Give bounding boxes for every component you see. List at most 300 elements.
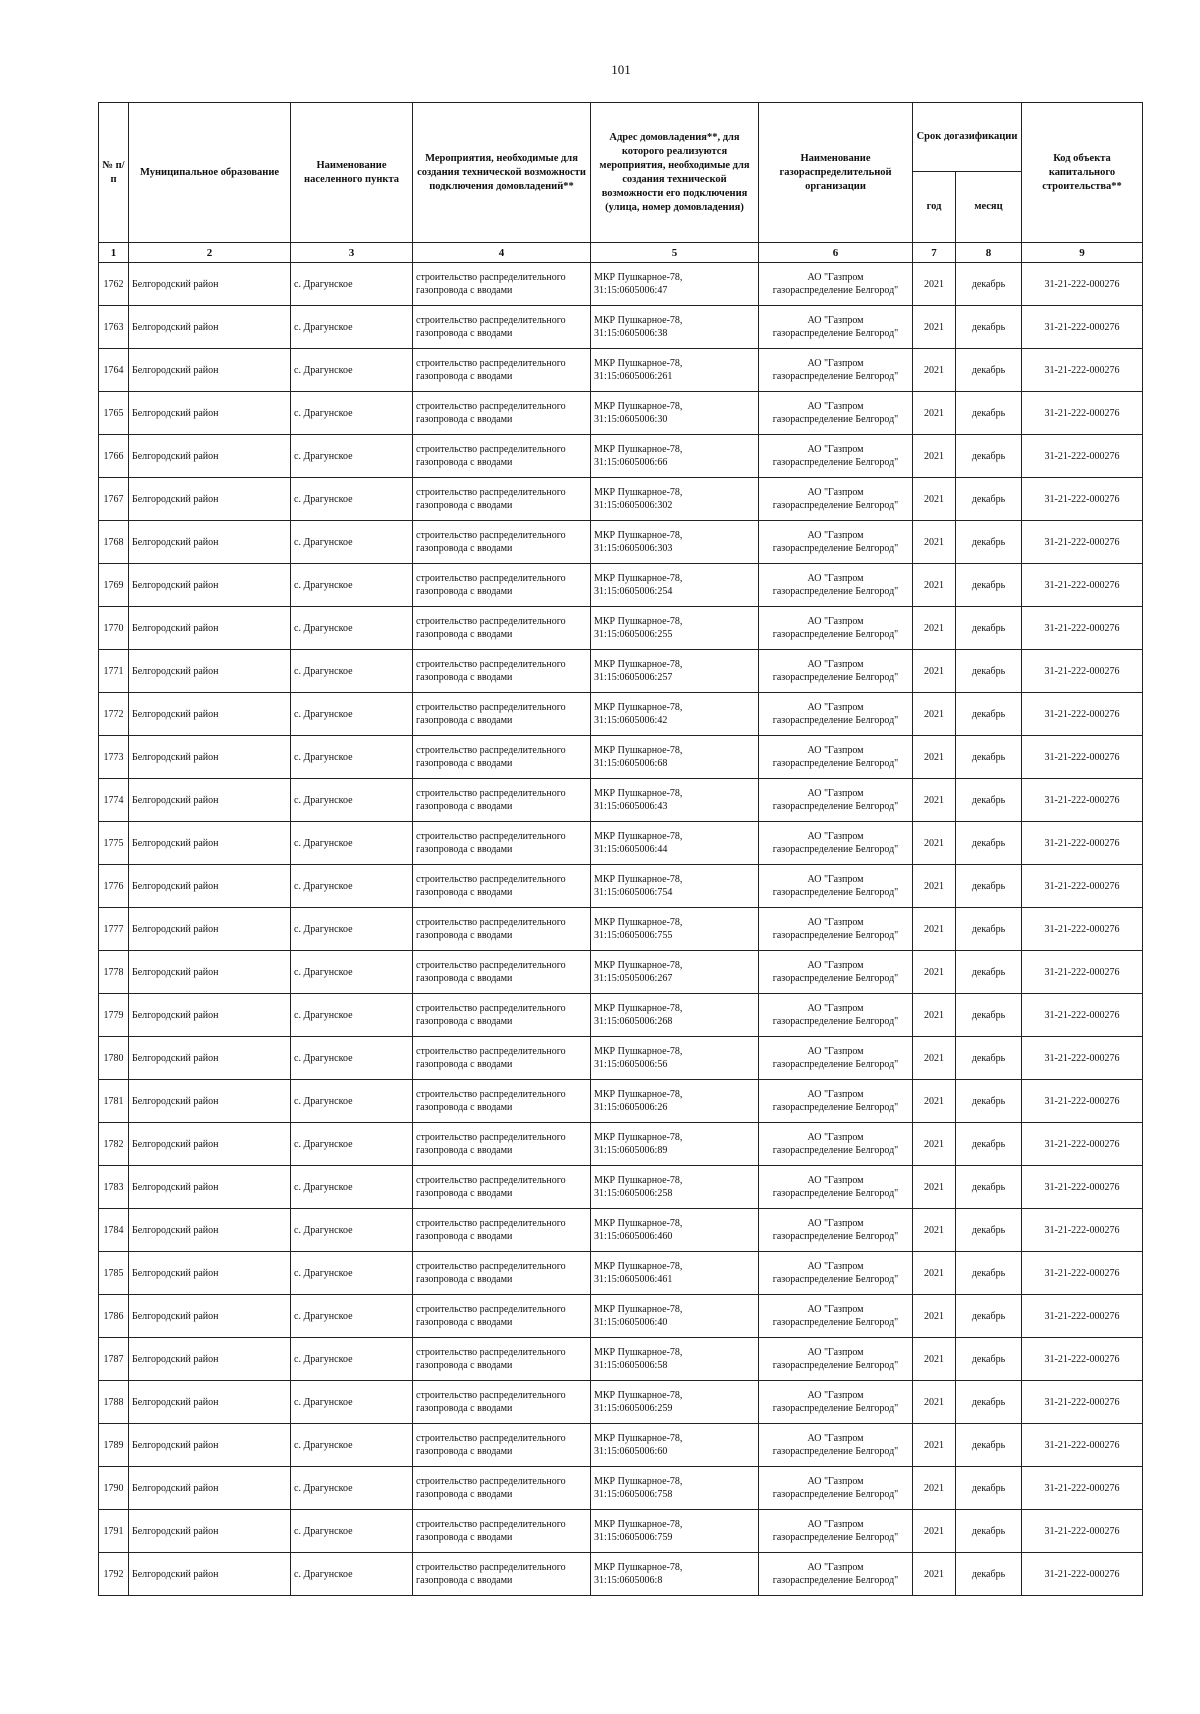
cell-measure bbox=[413, 736, 591, 779]
cell-municipality bbox=[129, 1252, 291, 1295]
cell-organization bbox=[759, 306, 913, 349]
address-cadastral: 31:15:0605006:268 bbox=[594, 1016, 673, 1027]
cell-year bbox=[913, 1381, 956, 1424]
municipality-text: Белгородский район bbox=[132, 321, 219, 333]
cell-address bbox=[591, 1209, 759, 1252]
object-code: 31-21-222-000276 bbox=[1044, 278, 1120, 290]
cell-year bbox=[913, 1553, 956, 1596]
row-number: 1779 bbox=[103, 1009, 124, 1021]
cell-measure bbox=[413, 564, 591, 607]
header-year: год bbox=[913, 172, 956, 243]
cell-code bbox=[1022, 1209, 1143, 1252]
cell-num bbox=[99, 994, 129, 1037]
year-text: 2021 bbox=[924, 450, 944, 462]
organization-line2: газораспределение Белгород" bbox=[772, 1317, 899, 1328]
municipality-text: Белгородский район bbox=[132, 794, 219, 806]
organization-line1: АО "Газпром bbox=[807, 1433, 864, 1444]
cell-settlement bbox=[291, 1209, 413, 1252]
address-street: МКР Пушкарное-78, bbox=[594, 272, 683, 283]
address-cadastral: 31:15:0605006:258 bbox=[594, 1188, 673, 1199]
cell-settlement bbox=[291, 865, 413, 908]
cell-month bbox=[956, 1037, 1022, 1080]
year-text: 2021 bbox=[924, 1052, 944, 1064]
cell-municipality bbox=[129, 1381, 291, 1424]
cell-address bbox=[591, 822, 759, 865]
table-row bbox=[99, 779, 1143, 822]
year-text: 2021 bbox=[924, 407, 944, 419]
cell-year bbox=[913, 951, 956, 994]
cell-year bbox=[913, 1123, 956, 1166]
year-text: 2021 bbox=[924, 364, 944, 376]
object-code: 31-21-222-000276 bbox=[1044, 1052, 1120, 1064]
cell-organization bbox=[759, 693, 913, 736]
address-street: МКР Пушкарное-78, bbox=[594, 1562, 683, 1573]
organization-line1: АО "Газпром bbox=[807, 659, 864, 670]
cell-municipality bbox=[129, 908, 291, 951]
cell-settlement bbox=[291, 650, 413, 693]
cell-num bbox=[99, 1510, 129, 1553]
cell-year bbox=[913, 1080, 956, 1123]
cell-address bbox=[591, 392, 759, 435]
cell-code bbox=[1022, 1553, 1143, 1596]
cell-year bbox=[913, 650, 956, 693]
cell-organization bbox=[759, 564, 913, 607]
address-street: МКР Пушкарное-78, bbox=[594, 1218, 683, 1229]
cell-settlement bbox=[291, 435, 413, 478]
cell-address bbox=[591, 1553, 759, 1596]
month-text: декабрь bbox=[971, 1310, 1006, 1322]
cell-municipality bbox=[129, 1295, 291, 1338]
year-text: 2021 bbox=[924, 622, 944, 634]
address-cadastral: 31:15:0505006:267 bbox=[594, 973, 673, 984]
settlement-text: с. Драгунское bbox=[294, 1568, 353, 1580]
cell-measure bbox=[413, 1166, 591, 1209]
cell-code bbox=[1022, 263, 1143, 306]
municipality-text: Белгородский район bbox=[132, 1181, 219, 1193]
cell-month bbox=[956, 1209, 1022, 1252]
measure-text: строительство распределительного газопровода с вводами bbox=[416, 788, 566, 812]
cell-organization bbox=[759, 1166, 913, 1209]
cell-settlement bbox=[291, 263, 413, 306]
month-text: декабрь bbox=[971, 1224, 1006, 1236]
municipality-text: Белгородский район bbox=[132, 622, 219, 634]
organization-line2: газораспределение Белгород" bbox=[772, 1059, 899, 1070]
organization-line2: газораспределение Белгород" bbox=[772, 801, 899, 812]
cell-municipality bbox=[129, 779, 291, 822]
cell-num bbox=[99, 1338, 129, 1381]
table-row bbox=[99, 908, 1143, 951]
organization-line2: газораспределение Белгород" bbox=[772, 715, 899, 726]
table-row bbox=[99, 736, 1143, 779]
organization-line1: АО "Газпром bbox=[807, 831, 864, 842]
cell-settlement bbox=[291, 1295, 413, 1338]
organization-line2: газораспределение Белгород" bbox=[772, 1016, 899, 1027]
cell-num bbox=[99, 822, 129, 865]
address-cadastral: 31:15:0605006:257 bbox=[594, 672, 673, 683]
cell-municipality bbox=[129, 693, 291, 736]
organization-line2: газораспределение Белгород" bbox=[772, 1360, 899, 1371]
cell-year bbox=[913, 1467, 956, 1510]
cell-month bbox=[956, 1510, 1022, 1553]
header-measures: Мероприятия, необходимые для создания технической возможности подключения домовладений** bbox=[413, 103, 591, 243]
row-number: 1774 bbox=[103, 794, 124, 806]
cell-measure bbox=[413, 263, 591, 306]
cell-year bbox=[913, 779, 956, 822]
cell-code bbox=[1022, 951, 1143, 994]
organization-line2: газораспределение Белгород" bbox=[772, 1575, 899, 1586]
cell-year bbox=[913, 1295, 956, 1338]
measure-text: строительство распределительного газопровода с вводами bbox=[416, 272, 566, 296]
settlement-text: с. Драгунское bbox=[294, 1138, 353, 1150]
object-code: 31-21-222-000276 bbox=[1044, 794, 1120, 806]
cell-municipality bbox=[129, 1424, 291, 1467]
object-code: 31-21-222-000276 bbox=[1044, 665, 1120, 677]
cell-month bbox=[956, 306, 1022, 349]
month-text: декабрь bbox=[971, 1396, 1006, 1408]
address-street: МКР Пушкарное-78, bbox=[594, 444, 683, 455]
year-text: 2021 bbox=[924, 1224, 944, 1236]
cell-organization bbox=[759, 1338, 913, 1381]
organization-line2: газораспределение Белгород" bbox=[772, 500, 899, 511]
object-code: 31-21-222-000276 bbox=[1044, 1095, 1120, 1107]
cell-month bbox=[956, 1295, 1022, 1338]
cell-municipality bbox=[129, 1080, 291, 1123]
cell-settlement bbox=[291, 392, 413, 435]
organization-line2: газораспределение Белгород" bbox=[772, 973, 899, 984]
settlement-text: с. Драгунское bbox=[294, 364, 353, 376]
address-street: МКР Пушкарное-78, bbox=[594, 1433, 683, 1444]
cell-organization bbox=[759, 1209, 913, 1252]
organization-line1: АО "Газпром bbox=[807, 573, 864, 584]
organization-line1: АО "Газпром bbox=[807, 1562, 864, 1573]
cell-year bbox=[913, 1037, 956, 1080]
address-cadastral: 31:15:0605006:254 bbox=[594, 586, 673, 597]
cell-address bbox=[591, 564, 759, 607]
address-street: МКР Пушкарное-78, bbox=[594, 1261, 683, 1272]
cell-year bbox=[913, 865, 956, 908]
cell-measure bbox=[413, 994, 591, 1037]
organization-line2: газораспределение Белгород" bbox=[772, 543, 899, 554]
cell-address bbox=[591, 1381, 759, 1424]
measure-text: строительство распределительного газопровода с вводами bbox=[416, 1218, 566, 1242]
address-cadastral: 31:15:0605006:43 bbox=[594, 801, 668, 812]
table-row bbox=[99, 1123, 1143, 1166]
cell-code bbox=[1022, 1166, 1143, 1209]
cell-measure bbox=[413, 822, 591, 865]
month-text: декабрь bbox=[971, 1052, 1006, 1064]
cell-settlement bbox=[291, 1381, 413, 1424]
row-number: 1784 bbox=[103, 1224, 124, 1236]
table-row bbox=[99, 435, 1143, 478]
header-term: Срок догазификации bbox=[913, 103, 1022, 172]
cell-measure bbox=[413, 607, 591, 650]
settlement-text: с. Драгунское bbox=[294, 1267, 353, 1279]
header-municipality: Муниципальное образование bbox=[129, 103, 291, 243]
address-cadastral: 31:15:0605006:40 bbox=[594, 1317, 668, 1328]
address-cadastral: 31:15:0605006:60 bbox=[594, 1446, 668, 1457]
cell-settlement bbox=[291, 994, 413, 1037]
row-number: 1781 bbox=[103, 1095, 124, 1107]
table-row bbox=[99, 1553, 1143, 1596]
address-cadastral: 31:15:0605006:460 bbox=[594, 1231, 673, 1242]
row-number: 1789 bbox=[103, 1439, 124, 1451]
address-street: МКР Пушкарное-78, bbox=[594, 1175, 683, 1186]
cell-organization bbox=[759, 263, 913, 306]
settlement-text: с. Драгунское bbox=[294, 1052, 353, 1064]
row-number: 1785 bbox=[103, 1267, 124, 1279]
cell-num bbox=[99, 650, 129, 693]
municipality-text: Белгородский район bbox=[132, 1310, 219, 1322]
cell-measure bbox=[413, 650, 591, 693]
month-text: декабрь bbox=[971, 1267, 1006, 1279]
cell-num bbox=[99, 1037, 129, 1080]
column-number: 8 bbox=[956, 243, 1022, 263]
cell-organization bbox=[759, 478, 913, 521]
organization-line1: АО "Газпром bbox=[807, 1218, 864, 1229]
address-cadastral: 31:15:0605006:38 bbox=[594, 328, 668, 339]
cell-code bbox=[1022, 478, 1143, 521]
column-number: 9 bbox=[1022, 243, 1143, 263]
cell-address bbox=[591, 1338, 759, 1381]
cell-measure bbox=[413, 908, 591, 951]
cell-settlement bbox=[291, 1553, 413, 1596]
cell-address bbox=[591, 521, 759, 564]
month-text: декабрь bbox=[971, 966, 1006, 978]
address-street: МКР Пушкарное-78, bbox=[594, 1476, 683, 1487]
year-text: 2021 bbox=[924, 536, 944, 548]
cell-measure bbox=[413, 951, 591, 994]
cell-address bbox=[591, 865, 759, 908]
cell-municipality bbox=[129, 564, 291, 607]
settlement-text: с. Драгунское bbox=[294, 450, 353, 462]
cell-month bbox=[956, 908, 1022, 951]
column-number: 7 bbox=[913, 243, 956, 263]
cell-year bbox=[913, 1209, 956, 1252]
cell-measure bbox=[413, 779, 591, 822]
address-cadastral: 31:15:0605006:42 bbox=[594, 715, 668, 726]
month-text: декабрь bbox=[971, 278, 1006, 290]
cell-municipality bbox=[129, 994, 291, 1037]
row-number: 1792 bbox=[103, 1568, 124, 1580]
cell-code bbox=[1022, 1037, 1143, 1080]
object-code: 31-21-222-000276 bbox=[1044, 493, 1120, 505]
cell-settlement bbox=[291, 908, 413, 951]
cell-municipality bbox=[129, 865, 291, 908]
settlement-text: с. Драгунское bbox=[294, 1439, 353, 1451]
cell-settlement bbox=[291, 1252, 413, 1295]
cell-month bbox=[956, 822, 1022, 865]
cell-year bbox=[913, 607, 956, 650]
organization-line1: АО "Газпром bbox=[807, 1132, 864, 1143]
page-number: 101 bbox=[611, 62, 631, 77]
measure-text: строительство распределительного газопровода с вводами bbox=[416, 745, 566, 769]
cell-month bbox=[956, 994, 1022, 1037]
measure-text: строительство распределительного газопровода с вводами bbox=[416, 702, 566, 726]
year-text: 2021 bbox=[924, 1181, 944, 1193]
measure-text: строительство распределительного газопровода с вводами bbox=[416, 1304, 566, 1328]
cell-settlement bbox=[291, 693, 413, 736]
cell-year bbox=[913, 822, 956, 865]
cell-organization bbox=[759, 650, 913, 693]
cell-municipality bbox=[129, 1123, 291, 1166]
municipality-text: Белгородский район bbox=[132, 1052, 219, 1064]
organization-line1: АО "Газпром bbox=[807, 745, 864, 756]
cell-measure bbox=[413, 306, 591, 349]
cell-month bbox=[956, 951, 1022, 994]
cell-settlement bbox=[291, 1467, 413, 1510]
measure-text: строительство распределительного газопровода с вводами bbox=[416, 1261, 566, 1285]
settlement-text: с. Драгунское bbox=[294, 1009, 353, 1021]
address-street: МКР Пушкарное-78, bbox=[594, 831, 683, 842]
cell-month bbox=[956, 1338, 1022, 1381]
address-street: МКР Пушкарное-78, bbox=[594, 745, 683, 756]
cell-code bbox=[1022, 650, 1143, 693]
measure-text: строительство распределительного газопровода с вводами bbox=[416, 1132, 566, 1156]
address-street: МКР Пушкарное-78, bbox=[594, 1089, 683, 1100]
cell-year bbox=[913, 521, 956, 564]
settlement-text: с. Драгунское bbox=[294, 1181, 353, 1193]
table-row bbox=[99, 693, 1143, 736]
month-text: декабрь bbox=[971, 622, 1006, 634]
cell-address bbox=[591, 1295, 759, 1338]
municipality-text: Белгородский район bbox=[132, 837, 219, 849]
cell-year bbox=[913, 994, 956, 1037]
settlement-text: с. Драгунское bbox=[294, 278, 353, 290]
organization-line1: АО "Газпром bbox=[807, 874, 864, 885]
cell-address bbox=[591, 478, 759, 521]
cell-code bbox=[1022, 822, 1143, 865]
table-row bbox=[99, 306, 1143, 349]
row-number: 1791 bbox=[103, 1525, 124, 1537]
municipality-text: Белгородский район bbox=[132, 278, 219, 290]
organization-line1: АО "Газпром bbox=[807, 616, 864, 627]
cell-num bbox=[99, 435, 129, 478]
organization-line2: газораспределение Белгород" bbox=[772, 1274, 899, 1285]
cell-settlement bbox=[291, 1338, 413, 1381]
cell-municipality bbox=[129, 435, 291, 478]
cell-num bbox=[99, 1295, 129, 1338]
cell-month bbox=[956, 349, 1022, 392]
year-text: 2021 bbox=[924, 665, 944, 677]
cell-settlement bbox=[291, 822, 413, 865]
table-row bbox=[99, 1252, 1143, 1295]
organization-line2: газораспределение Белгород" bbox=[772, 371, 899, 382]
table-row bbox=[99, 994, 1143, 1037]
cell-measure bbox=[413, 521, 591, 564]
year-text: 2021 bbox=[924, 1439, 944, 1451]
address-street: МКР Пушкарное-78, bbox=[594, 1003, 683, 1014]
cell-measure bbox=[413, 1510, 591, 1553]
cell-year bbox=[913, 349, 956, 392]
table-row bbox=[99, 822, 1143, 865]
municipality-text: Белгородский район bbox=[132, 1568, 219, 1580]
year-text: 2021 bbox=[924, 1482, 944, 1494]
row-number: 1777 bbox=[103, 923, 124, 935]
year-text: 2021 bbox=[924, 1138, 944, 1150]
settlement-text: с. Драгунское bbox=[294, 536, 353, 548]
cell-organization bbox=[759, 1295, 913, 1338]
measure-text: строительство распределительного газопровода с вводами bbox=[416, 1347, 566, 1371]
settlement-text: с. Драгунское bbox=[294, 579, 353, 591]
cell-year bbox=[913, 1424, 956, 1467]
column-numbers-row bbox=[99, 243, 1143, 263]
settlement-text: с. Драгунское bbox=[294, 665, 353, 677]
month-text: декабрь bbox=[971, 837, 1006, 849]
cell-num bbox=[99, 607, 129, 650]
cell-organization bbox=[759, 1080, 913, 1123]
year-text: 2021 bbox=[924, 880, 944, 892]
settlement-text: с. Драгунское bbox=[294, 493, 353, 505]
measure-text: строительство распределительного газопровода с вводами bbox=[416, 1089, 566, 1113]
table-row bbox=[99, 521, 1143, 564]
cell-code bbox=[1022, 1080, 1143, 1123]
object-code: 31-21-222-000276 bbox=[1044, 751, 1120, 763]
cell-num bbox=[99, 392, 129, 435]
cell-organization bbox=[759, 736, 913, 779]
cell-settlement bbox=[291, 736, 413, 779]
measure-text: строительство распределительного газопровода с вводами bbox=[416, 315, 566, 339]
address-cadastral: 31:15:0605006:68 bbox=[594, 758, 668, 769]
column-number: 2 bbox=[129, 243, 291, 263]
object-code: 31-21-222-000276 bbox=[1044, 407, 1120, 419]
object-code: 31-21-222-000276 bbox=[1044, 536, 1120, 548]
month-text: декабрь bbox=[971, 880, 1006, 892]
cell-num bbox=[99, 908, 129, 951]
cell-month bbox=[956, 1080, 1022, 1123]
year-text: 2021 bbox=[924, 493, 944, 505]
cell-year bbox=[913, 263, 956, 306]
address-cadastral: 31:15:0605006:26 bbox=[594, 1102, 668, 1113]
cell-municipality bbox=[129, 306, 291, 349]
cell-address bbox=[591, 435, 759, 478]
header-month: месяц bbox=[956, 172, 1022, 243]
table-row bbox=[99, 263, 1143, 306]
address-street: МКР Пушкарное-78, bbox=[594, 1132, 683, 1143]
settlement-text: с. Драгунское bbox=[294, 1482, 353, 1494]
address-cadastral: 31:15:0605006:58 bbox=[594, 1360, 668, 1371]
table-row bbox=[99, 650, 1143, 693]
cell-address bbox=[591, 1510, 759, 1553]
cell-num bbox=[99, 865, 129, 908]
cell-municipality bbox=[129, 349, 291, 392]
cell-code bbox=[1022, 392, 1143, 435]
address-street: МКР Пушкарное-78, bbox=[594, 702, 683, 713]
header-organization: Наименование газораспределительной организации bbox=[759, 103, 913, 243]
address-street: МКР Пушкарное-78, bbox=[594, 659, 683, 670]
row-number: 1762 bbox=[103, 278, 124, 290]
cell-code bbox=[1022, 1467, 1143, 1510]
cell-num bbox=[99, 1209, 129, 1252]
header-code: Код объекта капитального строительства** bbox=[1022, 103, 1143, 243]
month-text: декабрь bbox=[971, 450, 1006, 462]
cell-settlement bbox=[291, 306, 413, 349]
month-text: декабрь bbox=[971, 708, 1006, 720]
address-cadastral: 31:15:0605006:47 bbox=[594, 285, 668, 296]
cell-code bbox=[1022, 865, 1143, 908]
table-row bbox=[99, 1166, 1143, 1209]
organization-line1: АО "Газпром bbox=[807, 487, 864, 498]
cell-measure bbox=[413, 478, 591, 521]
organization-line2: газораспределение Белгород" bbox=[772, 1145, 899, 1156]
cell-organization bbox=[759, 435, 913, 478]
cell-code bbox=[1022, 306, 1143, 349]
organization-line2: газораспределение Белгород" bbox=[772, 629, 899, 640]
municipality-text: Белгородский район bbox=[132, 1353, 219, 1365]
header-num: № п/п bbox=[99, 103, 129, 243]
object-code: 31-21-222-000276 bbox=[1044, 1396, 1120, 1408]
municipality-text: Белгородский район bbox=[132, 708, 219, 720]
cell-organization bbox=[759, 1510, 913, 1553]
